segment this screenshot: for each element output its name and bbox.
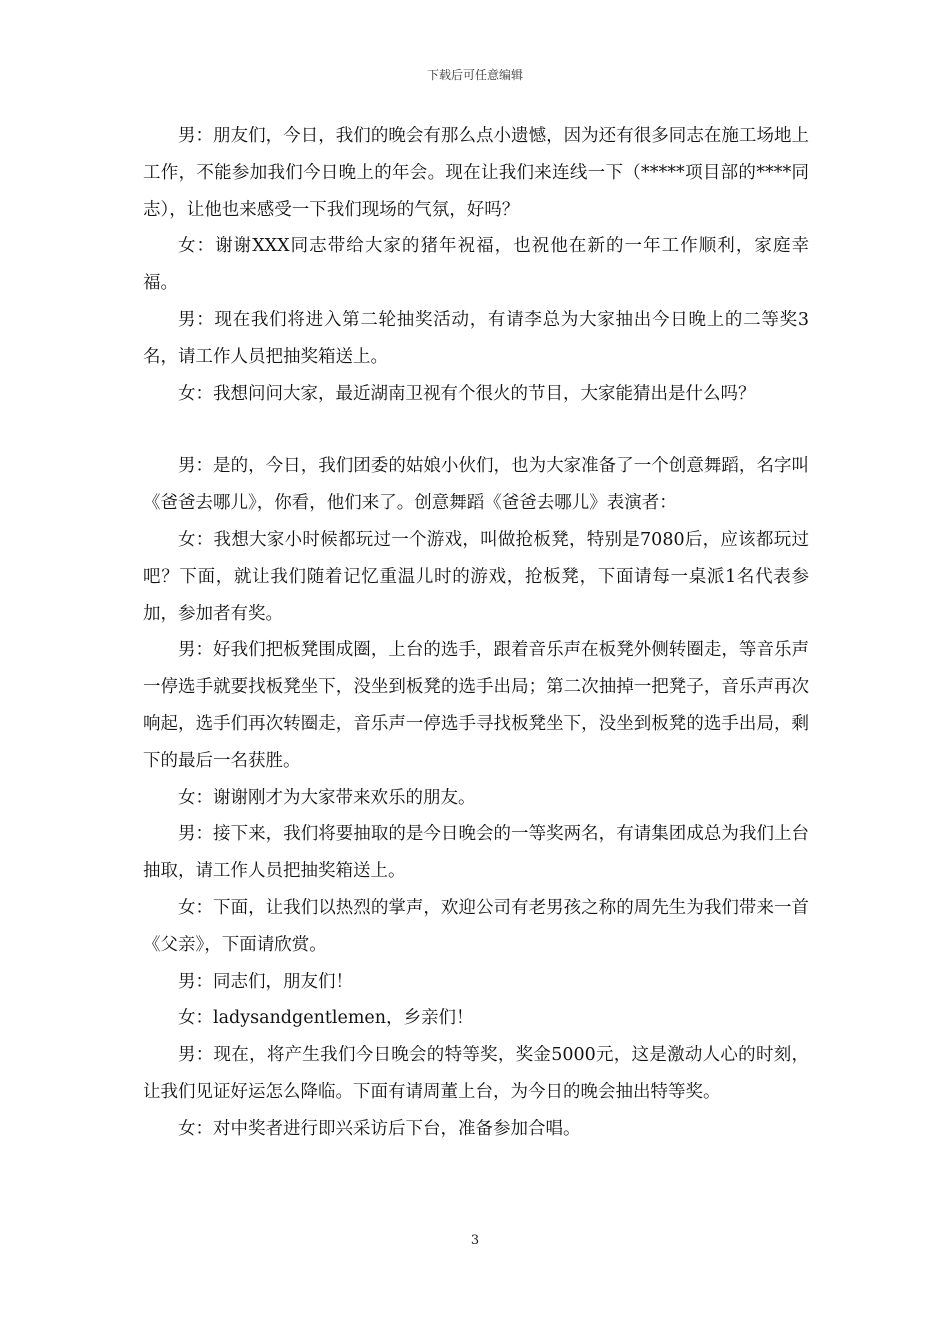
paragraph-13: 男：现在，将产生我们今日晚会的特等奖，奖金5000元，这是激动人心的时刻，让我们见证好运怎么降临。下面有请周董上台，为今日的晚会抽出特等奖。 — [143, 1045, 809, 1102]
paragraph-1: 男：朋友们，今日，我们的晚会有那么点小遗憾，因为还有很多同志在施工场地上工作，不能参加我们今日晚上的年会。现在让我们来连线一下（*****项目部的****同志），让他也来感受一下我们现场的气氛，好吗？ — [143, 126, 809, 220]
paragraph-6: 女：我想大家小时候都玩过一个游戏，叫做抢板凳，特别是7080后，应该都玩过吧？下面，就让我们随着记忆重温儿时的游戏，抢板凳，下面请每一桌派1名代表参加，参加者有奖。 — [143, 529, 809, 624]
paragraph-9: 男：接下来，我们将要抽取的是今日晚会的一等奖两名，有请集团成总为我们上台抽取，请工作人员把抽奖箱送上。 — [143, 824, 809, 882]
paragraph-10: 女：下面，让我们以热烈的掌声，欢迎公司有老男孩之称的周先生为我们带来一首《父亲》，下面请欣赏。 — [143, 897, 809, 955]
paragraph-3: 男：现在我们将进入第二轮抽奖活动，有请李总为大家抽出今日晚上的二等奖3名，请工作人员把抽奖箱送上。 — [143, 309, 809, 367]
paragraph-11: 男：同志们，朋友们！ — [178, 971, 353, 992]
paragraph-2: 女：谢谢XXX同志带给大家的猪年祝福，也祝他在新的一年工作顺利，家庭幸福。 — [143, 236, 809, 294]
page-number: 3 — [470, 1233, 480, 1248]
paragraph-4: 女：我想问问大家，最近湖南卫视有个很火的节目，大家能猜出是什么吗？ — [178, 383, 756, 404]
page-header: 下载后可任意编辑 — [426, 68, 523, 82]
document-body — [143, 118, 809, 1148]
paragraph-14: 女：对中奖者进行即兴采访后下台，准备参加合唱。 — [178, 1118, 581, 1139]
paragraph-5: 男：是的，今日，我们团委的姑娘小伙们，也为大家准备了一个创意舞蹈，名字叫《爸爸去哪儿》，你看，他们来了。创意舞蹈《爸爸去哪儿》表演者： — [143, 456, 809, 514]
paragraph-8: 女：谢谢刚才为大家带来欢乐的朋友。 — [178, 787, 476, 808]
paragraph-12: 女：ladysandgentlemen，乡亲们！ — [178, 1008, 474, 1029]
paragraph-7: 男：好我们把板凳围成圈，上台的选手，跟着音乐声在板凳外侧转圈走，等音乐声一停选手就要找板凳坐下，没坐到板凳的选手出局；第二次抽掉一把凳子，音乐声再次响起，选手们再次转圈走，音乐声一停选手寻找板凳坐下，没坐到板凳的选手出局，剩下的最后一名获胜。 — [143, 640, 809, 771]
